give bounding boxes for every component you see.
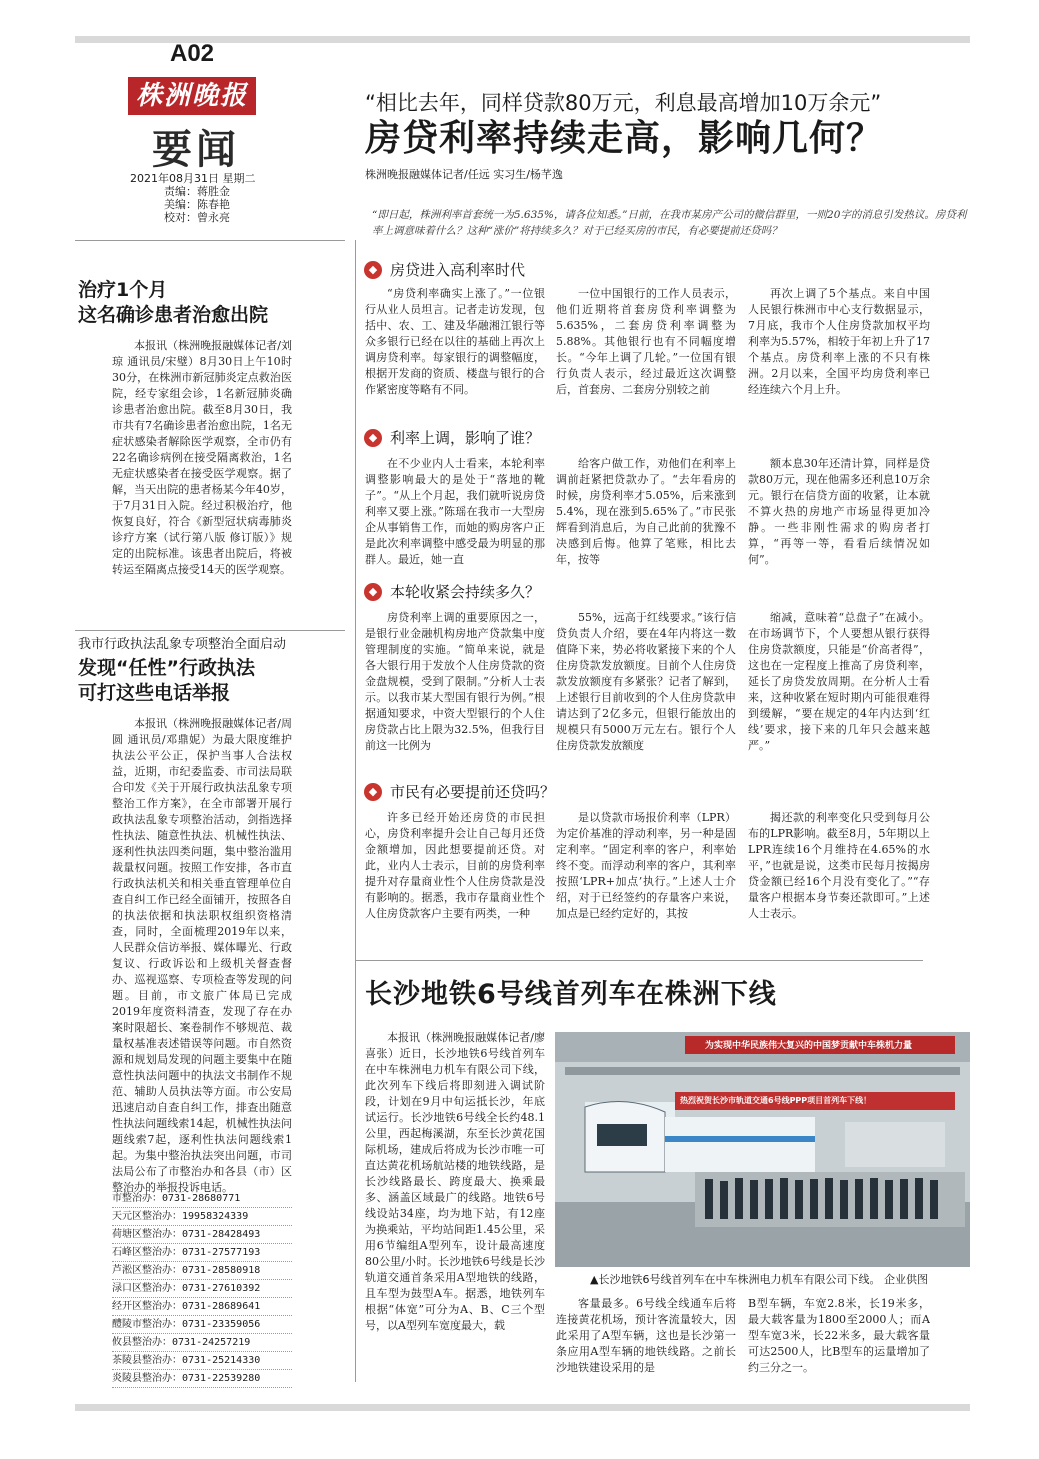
left1-body: 本报讯（株洲晚报融媒体记者/刘琼 通讯员/宋璧）8月30日上午10时30分，在株洲市新冠肺炎定点救治医院，经专家组会诊，1名新冠肺炎确诊患者治愈出院。截至8月30日，我市共有7名确诊患者治愈出院，1名无症状感染者解除医学观察，全市仍有22名确诊病例在接受隔离救治，1名无症状感染者在接受医学观察。据了解，当天出院的患者杨某今年40岁，于7月31日入院。经过积极治疗，他恢复良好，符合《新型冠状病毒肺炎诊疗方案（试行第八版 修订版）》规定的出院标准。该患者出院后，将被转运至隔离点接受14天的医学观察。 <box>112 339 292 576</box>
s2-col3: 额本息30年还清计算，同样是贷款80万元，现在他需多还利息10万余元。银行在信贷方面的收紧，让本就不算火热的房地产市场显得更加冷静。一些非刚性需求的购房者打算，“再等一等，看看后续情况如何”。 <box>748 457 930 566</box>
s2-col1: 在不少业内人士看来，本轮利率调整影响最大的是处于“落地的靴子”。“从上个月起，我们就听说房贷利率又要上涨。”陈瑶在我市一大型房企从事销售工作，而她的购房客户正是此次利率调整中感受最为明显的那群人。最近，她一直 <box>365 457 545 566</box>
masthead-logo: 株洲晚报 <box>128 77 256 115</box>
proofreader-line: 校对：曾永亮 <box>164 211 230 224</box>
s3-col3: 缩减，意味着“总盘子”在减小。在市场调节下，个人要想从银行获得住房贷款额度，只能是“价高者得”，这也在一定程度上推高了房贷利率，延长了房贷发放周期。在分析人士看来，这种收紧在短时期内可能很难得到缓解，“要在规定的4年内达到‘红线’要求，接下来的几年只会越来越严。” <box>748 611 930 752</box>
lead-headline: 房贷利率持续走高，影响几何？ <box>365 118 884 159</box>
metro-photo <box>555 1032 970 1267</box>
s1-col1: “房贷利率确实上涨了。”一位银行从业人员坦言。记者走访发现，包括中、农、工、建及华融湘江银行等众多银行已经在以往的基础上再次上调房贷利率。每家银行的调整幅度，根据开发商的资质、楼盘与银行的合作紧密度等略有不同。 <box>365 287 545 396</box>
left1-headline-1: 治疗1个月 <box>78 279 168 301</box>
phone-row: 石峰区整治办：0731-27577193 <box>112 1244 292 1262</box>
s3-col2: 55%，远高于红线要求。”该行信贷负责人介绍，要在4年内将这一数值降下来，势必将收紧接下来的个人住房贷款发放额度。目前个人住房贷款发放额度有多紧张？记者了解到，上述银行目前收到的个人住房贷款申请达到了2亿多元，但银行能放出的规模只有5000万元左右。银行个人住房贷款发放额度 <box>556 611 736 752</box>
page-number: A02 <box>170 40 215 67</box>
bullet-icon: ◆ <box>364 783 382 801</box>
metro-col2: 客量最多。6号线全线通车后将连接黄花机场，预计客流量较大，因此采用了A型车辆，这也是长沙第一条应用A型车辆的地铁线路。之前长沙地铁建设采用的是 <box>556 1297 736 1374</box>
phone-list <box>112 1190 292 1388</box>
phone-row: 炎陵县整治办：0731-22539280 <box>112 1370 292 1388</box>
left-column-divider <box>355 240 356 1382</box>
metro-caption: ▲长沙地铁6号线首列车在中车株洲电力机车有限公司下线。 企业供图 <box>590 1273 928 1286</box>
photo-banner-text: 为实现中华民族伟大复兴的中国梦贡献中车株机力量 <box>705 1041 913 1051</box>
phone-row: 市整治办：0731-28680771 <box>112 1190 292 1208</box>
subhead-4: ◆ 市民有必要提前还贷吗？ <box>364 781 555 802</box>
phone-row: 荷塘区整治办：0731-28428493 <box>112 1226 292 1244</box>
bottom-border-band <box>75 1404 970 1411</box>
s4-col3: 揭还款的利率变化只受到每月公布的LPR影响。截至8月，5年期以上LPR连续16个月维持在4.65%的水平，”也就是说，这类市民每月按揭房贷金额已经16个月没有变化了。”“存量客户根据本身节奏还款即可。”上述人士表示。 <box>748 811 930 920</box>
left2-headline-1: 发现“任性”行政执法 <box>78 657 255 679</box>
metro-col3: B型车辆，车宽2.8米，长19米多，最大载客量为1800至2000人；而A型车宽3米，长22米多，最大载客量可达2500人，比B型车的运量增加了约三分之一。 <box>748 1297 930 1374</box>
lead-byline: 株洲晚报融媒体记者/任远 实习生/杨芊逸 <box>365 168 563 181</box>
train-photo-graphic <box>555 1032 970 1267</box>
s1-col2: 一位中国银行的工作人员表示，他们近期将首套房贷利率调整为5.635%，二套房贷利率调整为5.88%。其他银行也有不同幅度增长。“今年上调了几轮。”一位国有银行负责人表示，经过最近这次调整后，首套房、二套房分别较之前 <box>556 287 736 396</box>
s3-col1: 房贷利率上调的重要原因之一，是银行业金融机构房地产贷款集中度管理制度的实施。“简单来说，就是各大银行用于发放个人住房贷款的资金盘规模，受到了限制。”分析人士表示。以我市某大型国有银行为例。”根据通知要求，中资大型银行的个人住房贷款占比上限为32.5%，但我行目前这一比例为 <box>365 611 545 752</box>
subhead-2: ◆ 利率上调，影响了谁？ <box>364 427 540 448</box>
date-line: 2021年08月31日 星期二 <box>130 172 256 185</box>
s1-col3: 再次上调了5个基点。来自中国人民银行株洲市中心支行数据显示，7月底，我市个人住房贷款加权平均利率为5.57%，相较于年初上升了17个基点。房贷利率上涨的不只有株洲。2月以来，全国平均房贷利率已经连续六个月上升。 <box>748 287 930 396</box>
phone-row: 渌口区整治办：0731-27610392 <box>112 1280 292 1298</box>
phone-row: 天元区整治办：19958324339 <box>112 1208 292 1226</box>
s4-col2: 是以贷款市场报价利率（LPR）为定价基准的浮动利率，另一种是固定利率。“固定利率的客户，利率始终不变。而浮动利率的客户，其利率按照‘LPR+加点’执行。”上述人士介绍，对于已经签约的存量客户来说，加点是已经约定好的，其按 <box>556 811 736 920</box>
phone-row: 攸县整治办：0731-24257219 <box>112 1334 292 1352</box>
s2-col2: 给客户做工作，劝他们在利率上调前赶紧把贷款办了。“去年看房的时候，房贷利率才5.05%，后来涨到5.4%，现在涨到5.65%了。”市民张辉看到消息后，为自己此前的犹豫不决感到后悔。他算了笔账，相比去年，按等 <box>556 457 736 566</box>
lead-kicker: “相比去年，同样贷款80万元，利息最高增加10万余元” <box>365 91 882 115</box>
left-header-divider <box>75 240 345 241</box>
section-name: 要闻 <box>152 126 240 173</box>
phone-row: 芦淞区整治办：0731-28580918 <box>112 1262 292 1280</box>
left1-headline-2: 这名确诊患者治愈出院 <box>78 304 269 326</box>
bullet-icon: ◆ <box>364 429 382 447</box>
left2-headline-2: 可打这些电话举报 <box>78 682 231 704</box>
phone-row: 茶陵县整治办：0731-25214330 <box>112 1352 292 1370</box>
left-story-divider <box>75 630 345 631</box>
subhead-1: ◆ 房贷进入高利率时代 <box>364 259 525 280</box>
editor-line: 责编：蒋胜金 <box>164 185 230 198</box>
metro-headline: 长沙地铁6号线首列车在株洲下线 <box>365 979 777 1010</box>
s4-col1: 许多已经开始还房贷的市民担心，房贷利率提升会让自己每月还贷金额增加，因此想要提前还贷。对此，业内人士表示，目前的房贷利率提升对存量商业性个人住房贷款是没有影响的。据悉，我市存量商业性个人住房贷款客户主要有两类，一种 <box>365 811 545 920</box>
metro-col1: 本报讯（株洲晚报融媒体记者/廖喜张）近日，长沙地铁6号线首列车在中车株洲电力机车有限公司下线，此次列车下线后将即刻进入调试阶段，计划在9月中旬运抵长沙，年底试运行。长沙地铁6号线全长约48.1公里，西起梅溪湖，东至长沙黄花国际机场，建成后将成为长沙市唯一可直达黄花机场航站楼的地铁线路，是长沙线路最长、跨度最大、换乘最多、涵盖区域最广的线路。地铁6号线设站34座，均为地下站，有12座为换乘站，平均站间距1.45公里，采用6节编组A型列车，设计最高速度80公里/小时。长沙地铁6号线是长沙轨道交通首条采用A型地铁的线路，且车型为鼓型A车。据悉，地铁列车根据“体宽”可分为A、B、C三个型号，以A型列车宽度最大，载 <box>365 1031 545 1332</box>
designer-line: 美编：陈春艳 <box>164 198 230 211</box>
left2-kicker: 我市行政执法乱象专项整治全面启动 <box>78 637 287 652</box>
bullet-icon: ◆ <box>364 261 382 279</box>
bullet-icon: ◆ <box>364 583 382 601</box>
metro-divider <box>355 960 923 961</box>
lead-intro: “即日起，株洲利率首套统一为5.635%，请各位知悉。”日前，在我市某房产公司的微信群里，一则20字的消息引发热议。房贷利率上调意味着什么？这种“涨价”将持续多久？对于已经买房的市民，有必要提前还贷吗？ <box>372 209 967 237</box>
photo-sign-text: 热烈祝贺长沙市轨道交通6号线PPP项目首列车下线！ <box>680 1096 872 1105</box>
subhead-3: ◆ 本轮收紧会持续多久？ <box>364 581 540 602</box>
phone-row: 经开区整治办：0731-28689641 <box>112 1298 292 1316</box>
left2-body: 本报讯（株洲晚报融媒体记者/周圆 通讯员/邓鼎妮）为最大限度维护执法公平公正，保护当事人合法权益，近期，市纪委监委、市司法局联合印发《关于开展行政执法乱象专项整治工作方案》，在全市部署开展行政执法乱象专项整治活动，剑指选择性执法、随意性执法、机械性执法、逐利性执法四类问题，集中整治滥用裁量权问题。按照工作安排，各市直行政执法机关和相关垂直管理单位自查自纠工作已经全面铺开，按照各自的执法依据和执法职权组织资格清查，同时，全面梳理2019年以来，人民群众信访举报、媒体曝光、行政复议、行政诉讼和上级机关督查督办、巡视巡察、专项检查等发现的问题。目前，市文旅广体局已完成2019年度资料清查，发现了存在办案时限超长、案卷制作不够规范、裁量权基准表述错误等问题。市自然资源和规划局发现的问题主要集中在随意性执法问题中的执法文书制作不规范、辅助人员执法等方面。市公安局迅速启动自查自纠工作，排查出随意性执法问题线索14起，机械性执法问题线索7起，逐利性执法问题线索1起。为集中整治执法突出问题，市司法局公布了市整治办和各县（市）区整治办的举报投诉电话。 <box>112 717 292 1194</box>
phone-row: 醴陵市整治办：0731-23359056 <box>112 1316 292 1334</box>
